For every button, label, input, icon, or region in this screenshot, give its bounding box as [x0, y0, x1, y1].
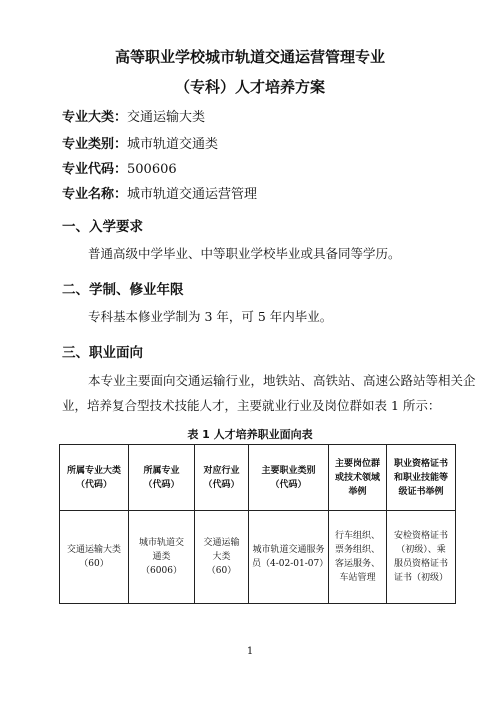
header-cell — [129, 445, 195, 511]
field-label: 专业代码： — [62, 162, 128, 177]
header-text: 所属专业 — [143, 465, 180, 476]
field-major-name — [62, 183, 257, 202]
header-cell — [195, 445, 249, 511]
field-value: 城市轨道交通类 — [127, 137, 219, 152]
field-value: 交通运输大类 — [127, 110, 206, 125]
table-cell — [387, 511, 456, 604]
header-text: （代码） — [75, 479, 112, 490]
section-body-career-line-2: 业，培养复合型技术技能人才，主要就业行业及岗位群如表 1 所示： — [62, 398, 441, 413]
header-text: 举例 — [348, 486, 367, 497]
cell-text: 交通运输 — [203, 538, 240, 548]
document-title-line-1: 高等职业学校城市轨道交通运营管理专业 — [114, 48, 385, 66]
document-title-line-2: （专科）人才培养方案 — [174, 78, 325, 96]
field-label: 专业名称： — [62, 187, 128, 202]
field-value: 500606 — [127, 162, 177, 177]
cell-text: 通类 — [152, 552, 171, 562]
header-cell — [249, 445, 329, 511]
cell-text: （60） — [206, 566, 237, 576]
header-text: 和职业技能等 — [393, 472, 448, 483]
page-number: 1 — [246, 646, 254, 657]
section-body-admission: 普通高级中学毕业、中等职业学校毕业或具备同等学历。 — [88, 246, 401, 261]
table-cell — [195, 511, 249, 604]
section-body-career-line-1: 本专业主要面向交通运输行业，地铁站、高铁站、高速公路站等相关企 — [88, 373, 476, 388]
field-value: 城市轨道交通运营管理 — [127, 187, 258, 202]
cell-text: 证书（初级） — [393, 573, 448, 583]
section-body-duration: 专科基本修业学制为 3 年，可 5 年内毕业。 — [88, 309, 333, 324]
cell-text: （60） — [79, 559, 109, 569]
header-text: 主要职业类别 — [261, 465, 316, 476]
field-label: 专业大类： — [62, 110, 128, 125]
header-text: （代码） — [203, 479, 240, 490]
table-cell — [329, 511, 387, 604]
cell-text: （初级）、乘 — [396, 545, 446, 555]
field-major-code — [62, 158, 177, 177]
field-major-class — [62, 133, 218, 152]
cell-text: 票务组织、 — [334, 545, 380, 555]
header-text: 对应行业 — [203, 465, 240, 476]
field-major-category — [62, 106, 205, 125]
header-cell — [387, 445, 456, 511]
table-cell — [129, 511, 195, 604]
career-orientation-table — [59, 444, 456, 604]
section-heading-duration: 二、学制、修业年限 — [62, 282, 184, 298]
cell-text: 车站管理 — [339, 573, 376, 583]
cell-text: 员（4-02-01-07） — [252, 559, 329, 569]
field-label: 专业类别： — [62, 137, 128, 152]
cell-text: 行车组织、 — [334, 531, 380, 541]
header-text: 职业资格证书 — [393, 458, 448, 469]
header-text: 主要岗位群 — [334, 458, 380, 469]
header-text: （代码） — [270, 479, 307, 490]
cell-text: 城市轨道交通服务 — [252, 545, 325, 555]
table-header-row — [60, 445, 456, 511]
section-heading-admission: 一、入学要求 — [62, 219, 143, 235]
table-caption: 表 1 人才培养职业面向表 — [187, 428, 313, 441]
cell-text: 安检资格证书 — [393, 531, 448, 541]
cell-text: 大类 — [212, 552, 231, 562]
header-text: 级证书举例 — [398, 486, 444, 497]
table-row — [60, 511, 456, 604]
cell-text: 城市轨道交 — [138, 538, 184, 548]
header-text: （代码） — [143, 479, 180, 490]
cell-text: 客运服务、 — [334, 559, 380, 569]
header-cell — [329, 445, 387, 511]
table-cell — [60, 511, 129, 604]
header-cell — [60, 445, 129, 511]
cell-text: 服员资格证书 — [393, 559, 448, 569]
header-text: 所属专业大类 — [66, 465, 121, 476]
table-cell — [249, 511, 329, 604]
cell-text: （6006） — [141, 566, 182, 576]
cell-text: 交通运输大类 — [66, 545, 121, 555]
header-text: 或技术领域 — [334, 472, 380, 483]
section-heading-career: 三、职业面向 — [62, 345, 143, 361]
